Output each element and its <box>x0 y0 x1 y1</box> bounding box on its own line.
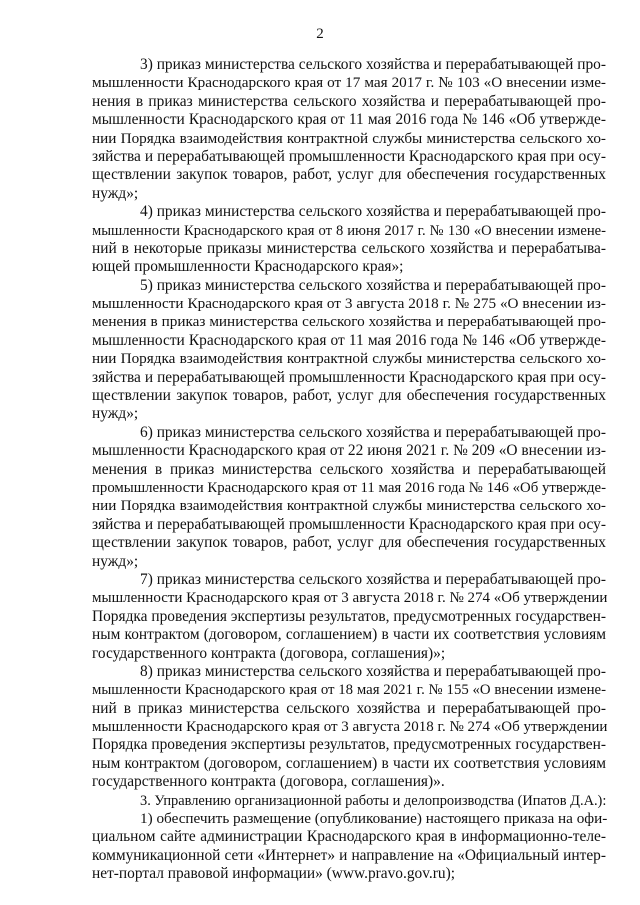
text-line: ний в приказ министерства сельского хозяйства и перерабатывающей про- <box>92 699 606 717</box>
text-line: ществлении закупок товаров, работ, услуг для обеспечения государственных <box>92 166 606 184</box>
text-line: нужд»; <box>92 552 139 570</box>
text-line: мышленности Краснодарского края от 3 августа 2018 г. № 274 «Об утверждении <box>92 719 608 736</box>
text-line: циальном сайте администрации Краснодарского края в информационно-теле- <box>92 828 606 846</box>
paragraph-item-6 <box>92 424 606 571</box>
text-line: 4) приказ министерства сельского хозяйства и перерабатывающей про- <box>140 203 606 221</box>
text-line: мышленности Краснодарского края от 3 августа 2018 г. № 275 «О внесении из- <box>92 295 606 313</box>
text-line: нии Порядка взаимодействия контрактной службы министерства сельского хо- <box>92 129 606 147</box>
text-line: мышленности Краснодарского края от 3 августа 2018 г. № 274 «Об утверждении <box>92 590 608 607</box>
text-line: коммуникационной сети «Интернет» и направление на «Официальный интер- <box>92 846 606 864</box>
text-line: мышленности Краснодарского края от 11 мая 2016 года № 146 «Об утвержде- <box>92 331 606 349</box>
page-number: 2 <box>316 26 324 42</box>
text-line: промышленности Краснодарского края от 11 мая 2016 года № 146 «Об утвержде- <box>92 479 606 496</box>
text-line: менения в приказ министерства сельского хозяйства и перерабатывающей про- <box>92 313 606 331</box>
text-line: нужд»; <box>92 405 139 423</box>
document-body <box>92 56 606 884</box>
text-line: ний в некоторые приказы министерства сельского хозяйства и перерабатыва- <box>92 239 606 257</box>
paragraph-item-8 <box>92 663 606 792</box>
text-line: 5) приказ министерства сельского хозяйства и перерабатывающей про- <box>140 276 606 294</box>
text-line: нии Порядка взаимодействия контрактной службы министерства сельского хо- <box>92 497 606 515</box>
text-line: ществлении закупок товаров, работ, услуг для обеспечения государственных <box>92 534 606 552</box>
text-line: нет-портал правовой информации» (www.pravo.gov.ru); <box>92 865 455 883</box>
text-line: нения в приказ министерства сельского хозяйства и перерабатывающей про- <box>92 92 606 110</box>
text-line: 8) приказ министерства сельского хозяйства и перерабатывающей про- <box>140 662 606 680</box>
text-line: зяйства и перерабатывающей промышленности Краснодарского края при осу- <box>92 515 606 533</box>
paragraph-item-5 <box>92 277 606 424</box>
text-line: 6) приказ министерства сельского хозяйства и перерабатывающей про- <box>140 423 606 441</box>
text-line: мышленности Краснодарского края от 8 июня 2017 г. № 130 «О внесении измене- <box>92 222 606 239</box>
text-line: ющей промышленности Краснодарского края»; <box>92 258 404 276</box>
paragraph-section-3-item-1 <box>92 810 606 884</box>
text-line: зяйства и перерабатывающей промышленности Краснодарского края при осу- <box>92 147 606 165</box>
text-line: мышленности Краснодарского края от 11 мая 2016 года № 146 «Об утвержде- <box>92 111 606 129</box>
text-line: 7) приказ министерства сельского хозяйства и перерабатывающей про- <box>140 570 606 588</box>
text-line: 3) приказ министерства сельского хозяйства и перерабатывающей про- <box>140 56 606 73</box>
text-line: 3. Управлению организационной работы и делопроизводства (Ипатов Д.А.): <box>140 792 607 809</box>
paragraph-item-7 <box>92 571 606 663</box>
text-line: государственного контракта (договора, соглашения)». <box>92 773 445 791</box>
text-line: менения в приказ министерства сельского хозяйства и перерабатывающей <box>92 460 606 478</box>
text-line: ным контрактом (договором, соглашением) в части их соответствия условиям <box>92 754 606 772</box>
text-line: нии Порядка взаимодействия контрактной службы министерства сельского хо- <box>92 350 606 368</box>
text-line: Порядка проведения экспертизы результатов, предусмотренных государствен- <box>92 736 606 754</box>
text-line: зяйства и перерабатывающей промышленности Краснодарского края при осу- <box>92 368 606 386</box>
text-line: мышленности Краснодарского края от 18 мая 2021 г. № 155 «О внесении измене- <box>92 682 606 699</box>
text-line: мышленности Краснодарского края от 22 июня 2021 г. № 209 «О внесении из- <box>92 442 606 460</box>
text-line: ществлении закупок товаров, работ, услуг для обеспечения государственных <box>92 387 606 405</box>
text-line: 1) обеспечить размещение (опубликование) настоящего приказа на офи- <box>140 810 608 828</box>
text-line: ным контрактом (договором, соглашением) в части их соответствия условиям <box>92 626 606 644</box>
text-line: нужд»; <box>92 184 139 202</box>
paragraph-item-4 <box>92 203 606 277</box>
text-line: Порядка проведения экспертизы результатов, предусмотренных государствен- <box>92 607 606 625</box>
paragraph-item-3 <box>92 56 606 203</box>
text-line: государственного контракта (договора, соглашения)»; <box>92 644 446 662</box>
paragraph-section-3 <box>92 792 606 810</box>
text-line: мышленности Краснодарского края от 17 мая 2017 г. № 103 «О внесении изме- <box>92 74 606 92</box>
